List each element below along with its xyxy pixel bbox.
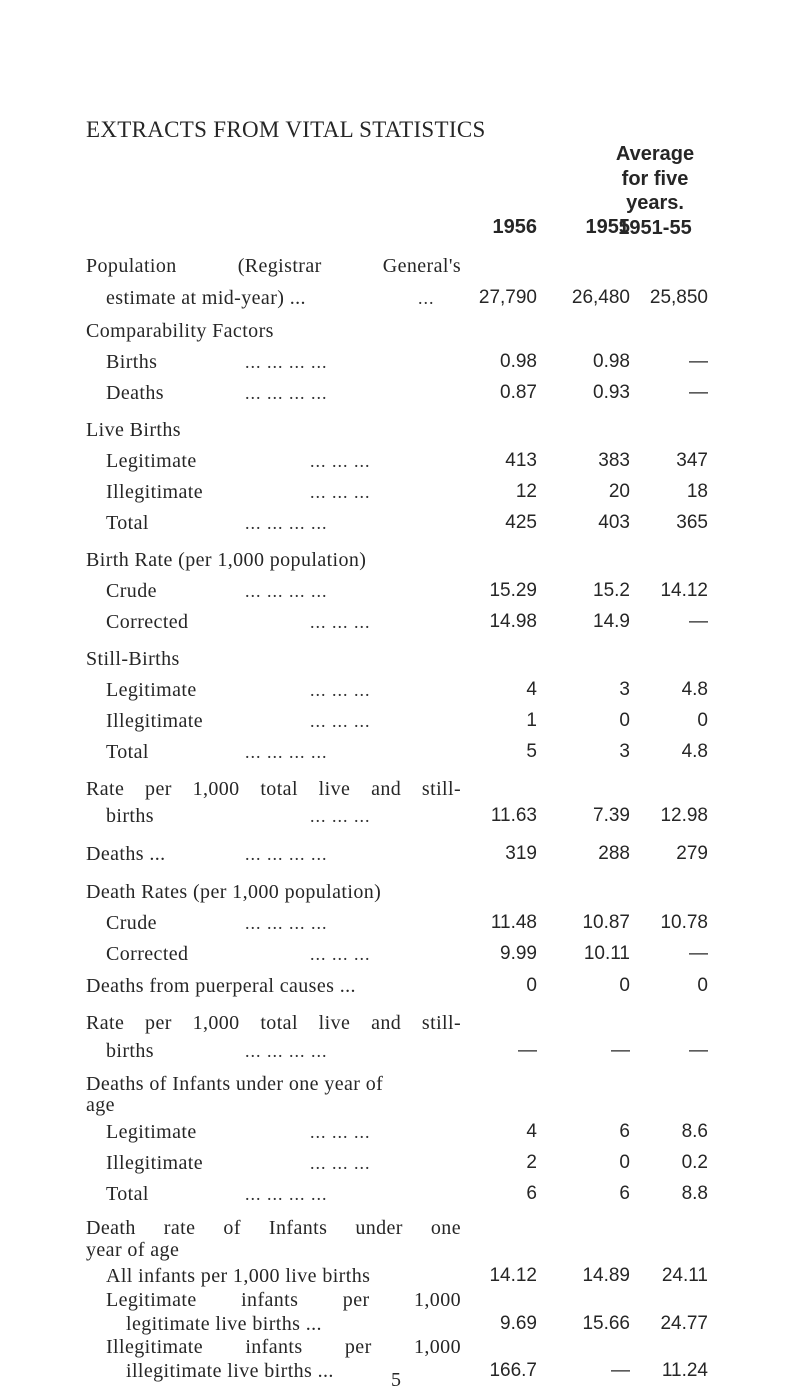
row-label: age <box>86 1094 115 1116</box>
value-1955: 0.93 <box>593 382 630 403</box>
value-average: 4.8 <box>681 741 708 762</box>
row-label: Illegitimate <box>106 1152 203 1174</box>
leader-dots: ... ... ... ... <box>245 513 328 533</box>
value-1956: 413 <box>505 450 537 471</box>
row-label: Legitimate <box>106 450 197 472</box>
row-label: year of age <box>86 1239 180 1261</box>
row-label: Total <box>106 1183 149 1205</box>
value-1956: 14.98 <box>489 611 537 632</box>
row-label: Deaths <box>106 382 164 404</box>
avg-line-3: years. <box>626 192 684 214</box>
value-average: 347 <box>676 450 708 471</box>
leader-dots: ... ... ... ... <box>245 742 328 762</box>
row-death-rate-corrected: Corrected ... ... ... 9.99 10.11 — <box>0 940 800 970</box>
value-1955: 7.39 <box>593 805 630 826</box>
value-average: — <box>689 351 708 372</box>
row-live-births-heading <box>0 416 800 446</box>
value-1955: 383 <box>598 450 630 471</box>
row-label: Total <box>106 512 149 534</box>
row-comparability-heading <box>0 317 800 347</box>
leader-dots: ... ... ... ... <box>245 383 328 403</box>
value-average: 14.12 <box>660 580 708 601</box>
value-average: 4.8 <box>681 679 708 700</box>
value-average: — <box>689 1040 708 1061</box>
value-1956: 12 <box>515 481 537 502</box>
row-puerperal-rate <box>0 1037 800 1067</box>
value-1956: 425 <box>505 512 537 533</box>
avg-line-4: 1951-55 <box>618 216 692 239</box>
value-1955: 403 <box>598 512 630 533</box>
leader-dots: ... ... ... ... <box>245 844 328 864</box>
col-header-1956: 1956 <box>492 216 537 238</box>
row-live-legitimate: Legitimate ... ... ... 413 383 347 <box>0 447 800 477</box>
row-death-rate-crude <box>0 909 800 939</box>
value-1956: 15.29 <box>489 580 537 601</box>
leader-dots: ... ... ... ... <box>245 913 328 933</box>
col-header-average <box>596 142 714 240</box>
value-1955: 0 <box>619 710 630 731</box>
row-infant-legitimate: Legitimate ... ... ... 4 6 8.6 <box>0 1118 800 1148</box>
value-1955: 6 <box>619 1183 630 1204</box>
value-1956: 319 <box>505 843 537 864</box>
row-label: Comparability Factors <box>86 320 274 342</box>
avg-line-1: Average <box>615 143 695 165</box>
row-label: Illegitimate infants per 1,000 <box>106 1336 461 1358</box>
row-label: illegitimate live births ... <box>126 1360 334 1382</box>
row-puerperal-deaths <box>0 972 800 1002</box>
row-stillbirth-rate-heading <box>0 775 800 805</box>
value-average: 365 <box>676 512 708 533</box>
row-label: Illegitimate <box>106 710 203 732</box>
row-still-illegitimate: Illegitimate ... ... ... 1 0 0 <box>0 707 800 737</box>
value-1955: 10.11 <box>583 943 630 964</box>
value-1956: 0 <box>526 975 537 996</box>
avg-line-2: for five <box>621 167 689 190</box>
value-average: 10.78 <box>660 912 708 933</box>
row-still-births-heading <box>0 645 800 675</box>
row-infant-illegitimate: Illegitimate ... ... ... 2 0 0.2 <box>0 1149 800 1179</box>
leader-dots: ... ... ... ... <box>245 352 328 372</box>
value-1955: 3 <box>619 741 630 762</box>
row-label: Legitimate <box>106 1121 197 1143</box>
value-1955: 288 <box>598 843 630 864</box>
value-1956: 9.69 <box>500 1313 537 1334</box>
value-1956: 4 <box>526 679 537 700</box>
value-average: 24.11 <box>661 1265 708 1286</box>
value-average: — <box>689 611 708 632</box>
value-average: 12.98 <box>660 805 708 826</box>
value-1956: 1 <box>526 710 537 731</box>
value-1955: 15.2 <box>593 580 630 601</box>
row-infant-deaths-heading-2 <box>0 1091 800 1121</box>
row-still-legitimate: Legitimate ... ... ... 4 3 4.8 <box>0 676 800 706</box>
row-deaths <box>0 840 800 870</box>
row-label: Death rate of Infants under one <box>86 1217 461 1239</box>
value-1956: 166.7 <box>489 1360 537 1381</box>
value-1956: 0.98 <box>500 351 537 372</box>
row-label: Birth Rate (per 1,000 population) <box>86 549 367 571</box>
value-1955: 26,480 <box>571 287 630 308</box>
row-infant-total <box>0 1180 800 1210</box>
value-1955: 6 <box>619 1121 630 1142</box>
value-1956: 6 <box>526 1183 537 1204</box>
value-1956: 9.99 <box>500 943 537 964</box>
value-1956: 11.63 <box>490 805 537 826</box>
value-1956: — <box>518 1040 537 1061</box>
value-average: 279 <box>676 843 708 864</box>
leader-dots: ... ... ... ... <box>245 1184 328 1204</box>
value-1955: 3 <box>619 679 630 700</box>
value-1955: 10.87 <box>582 912 630 933</box>
value-average: 8.6 <box>681 1121 708 1142</box>
value-average: 11.24 <box>661 1360 708 1381</box>
row-birth-rate-crude <box>0 577 800 607</box>
col-header-1955: 1955 <box>585 216 630 238</box>
value-1955: 14.9 <box>593 611 630 632</box>
row-comparability-deaths <box>0 379 800 409</box>
row-label: Illegitimate <box>106 481 203 503</box>
row-birth-rate-heading <box>0 546 800 576</box>
value-average: 18 <box>686 481 708 502</box>
leader-dots: ... ... ... ... <box>245 581 328 601</box>
row-live-illegitimate: Illegitimate ... ... ... 12 20 18 <box>0 478 800 508</box>
value-1956: 11.48 <box>490 912 537 933</box>
row-birth-rate-corrected: Corrected ... ... ... 14.98 14.9 — <box>0 608 800 638</box>
value-1955: 15.66 <box>582 1313 630 1334</box>
row-label: Deaths ... <box>86 843 166 865</box>
value-1955: 0 <box>619 975 630 996</box>
value-1955: 0.98 <box>593 351 630 372</box>
value-1955: 0 <box>619 1152 630 1173</box>
row-still-total <box>0 738 800 768</box>
value-1955: — <box>611 1040 630 1061</box>
value-average: — <box>689 943 708 964</box>
value-average: 0.2 <box>681 1152 708 1173</box>
page-title: EXTRACTS FROM VITAL STATISTICS <box>86 117 486 142</box>
row-label: Population (Registrar General's <box>86 255 461 277</box>
value-1956: 27,790 <box>478 287 537 308</box>
row-label: Total <box>106 741 149 763</box>
row-label: Still-Births <box>86 648 180 670</box>
value-average: — <box>689 382 708 403</box>
value-1956: 0.87 <box>500 382 537 403</box>
row-label: Rate per 1,000 total live and still- <box>86 1012 461 1034</box>
row-label: All infants per 1,000 live births <box>106 1265 371 1287</box>
row-label: estimate at mid-year) ... <box>106 287 306 309</box>
row-label: Live Births <box>86 419 181 441</box>
value-average: 8.8 <box>681 1183 708 1204</box>
row-label: Deaths of Infants under one year of <box>86 1073 384 1095</box>
value-1956: 4 <box>526 1121 537 1142</box>
value-average: 24.77 <box>660 1313 708 1334</box>
row-label: Legitimate infants per 1,000 <box>106 1289 461 1311</box>
value-1956: 2 <box>526 1152 537 1173</box>
value-average: 0 <box>697 975 708 996</box>
row-label: Corrected <box>106 943 189 965</box>
row-label: births <box>106 1040 154 1062</box>
row-label: Births <box>106 351 158 373</box>
value-1956: 5 <box>526 741 537 762</box>
value-average: 25,850 <box>649 287 708 308</box>
value-1955: 14.89 <box>582 1265 630 1286</box>
row-label: legitimate live births ... <box>126 1313 322 1335</box>
value-average: 0 <box>697 710 708 731</box>
value-1956: 14.12 <box>489 1265 537 1286</box>
row-comparability-births <box>0 348 800 378</box>
value-1955: — <box>611 1360 630 1381</box>
leader-dots: ... ... ... ... <box>245 1041 328 1061</box>
page-number: 5 <box>391 1369 401 1391</box>
row-label: Rate per 1,000 total live and still- <box>86 778 461 800</box>
row-label: births <box>106 805 154 827</box>
row-label: Legitimate <box>106 679 197 701</box>
value-1955: 20 <box>608 481 630 502</box>
row-death-rates-heading <box>0 878 800 908</box>
row-label: Crude <box>106 580 157 602</box>
row-label: Crude <box>106 912 157 934</box>
row-live-total <box>0 509 800 539</box>
row-stillbirth-rate: births ... ... ... 11.63 7.39 12.98 <box>0 802 800 832</box>
row-puerperal-rate-heading <box>0 1009 800 1039</box>
row-label: Death Rates (per 1,000 population) <box>86 881 382 903</box>
row-population-heading <box>0 252 800 282</box>
row-label: Deaths from puerperal causes ... <box>86 975 356 997</box>
row-population: estimate at mid-year) ... ... 27,790 26,480 25,850 <box>0 284 800 314</box>
row-label: Corrected <box>106 611 189 633</box>
